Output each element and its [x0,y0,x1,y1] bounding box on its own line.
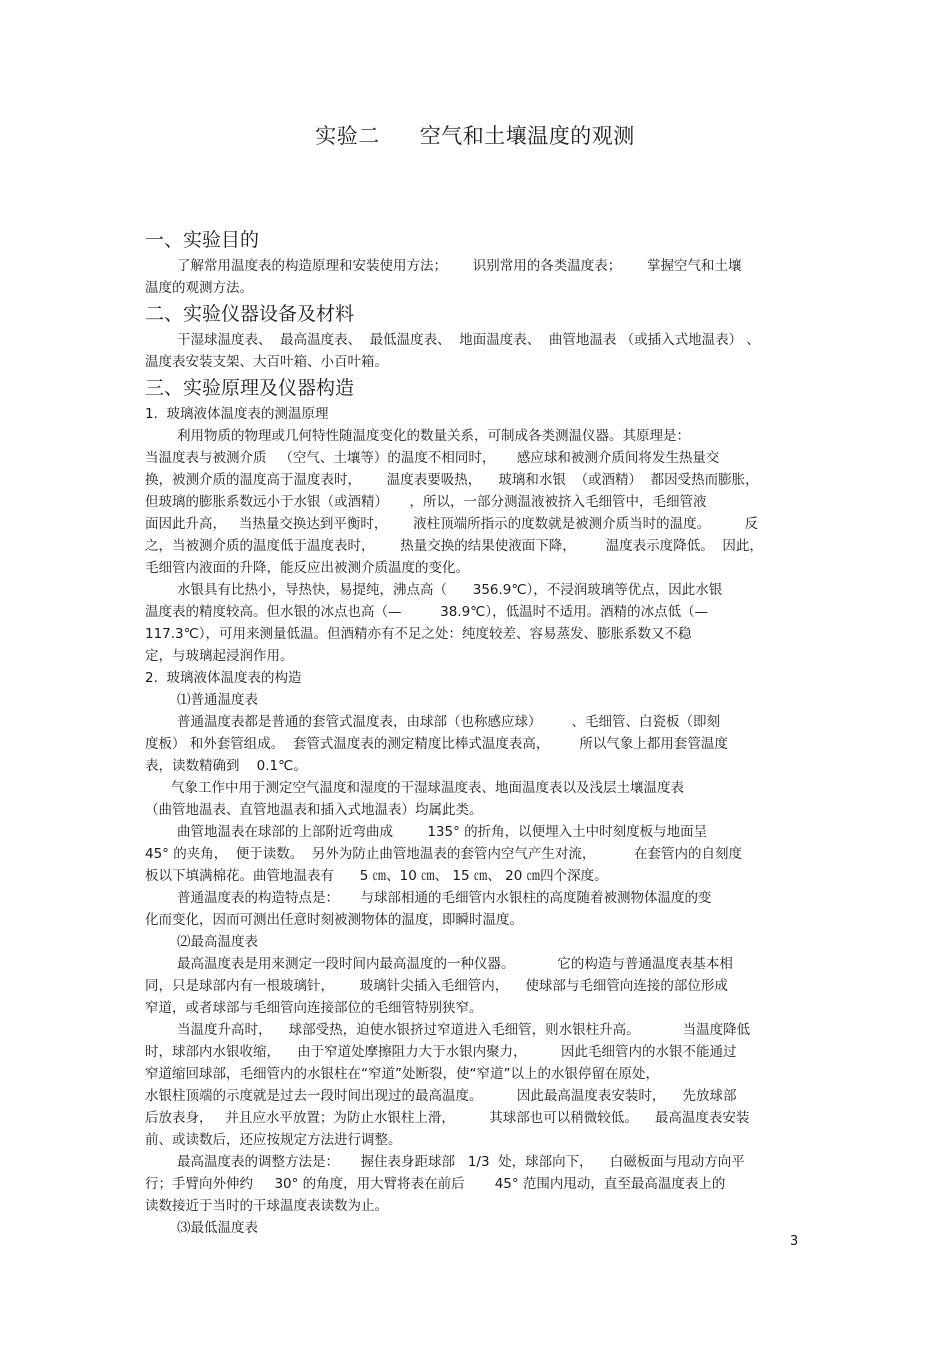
item-heading: ⑴普通温度表 [177,692,258,708]
paragraph-line: 45° 的夹角， 便于读数。 另外为防止曲管地温表的套管内空气产生对流， 在套管内的自刻度 [145,846,743,862]
paragraph-line: 了解常用温度表的构造原理和安装使用方法； 识别常用的各类温度表； 掌握空气和土壤 [177,258,742,274]
paragraph-line: 时，球部内水银收缩， 由于窄道处摩擦阻力大于水银内聚力， 因此毛细管内的水银不能通过 [145,1044,737,1060]
item-heading: ⑶最低温度表 [177,1220,258,1236]
paragraph-line: 后放表身， 并且应水平放置；为防止水银柱上滑， 其球部也可以稍微较低。 最高温度表安装 [145,1110,750,1126]
paragraph-line: 毛细管内液面的升降，能反应出被测介质温度的变化。 [145,560,469,576]
paragraph-line: 读数接近于当时的干球温度表读数为止。 [145,1198,388,1214]
paragraph-line: 利用物质的物理或几何特性随温度变化的数量关系，可制成各类测温仪器。其原理是： [177,428,690,444]
paragraph-line: 温度表的精度较高。但水银的冰点也高（— 38.9℃），低温时不适用。酒精的冰点低（— [145,604,709,620]
paragraph-line: 前、或读数后，还应按规定方法进行调整。 [145,1132,402,1148]
paragraph-line: 化而变化，因而可测出任意时刻被测物体的温度，即瞬时温度。 [145,912,523,928]
paragraph-line: 最高温度表是用来测定一段时间内最高温度的一种仪器。 它的构造与普通温度表基本相 [177,956,733,972]
section-heading-principle: 三、实验原理及仪器构造 [145,377,355,399]
paragraph-line: 普通温度表的构造特点是： 与球部相通的毛细管内水银柱的高度随着被测物体温度的变 [177,890,712,906]
paragraph-line: 水银柱顶端的示度就是过去一段时间出现过的最高温度。 因此最高温度表安装时， 先放球部 [145,1088,737,1104]
paragraph-line: 行；手臂向外伸约 30° 的角度，用大臂将表在前后 45° 范围内甩动，直至最高温度表上的 [145,1176,726,1192]
paragraph-line: 曲管地温表在球部的上部附近弯曲成 135° 的折角，以便埋入土中时刻度板与地面呈 [177,824,708,840]
paragraph-line: 最高温度表的调整方法是： 握住表身距球部 1/3 处，球部向下， 白磁板面与甩动方向平 [177,1154,745,1170]
paragraph-line: 换，被测介质的温度高于温度表时， 温度表要吸热， 玻璃和水银 （或酒精） 都因受热而膨胀， [145,472,759,488]
paragraph-line: 窄道，或者球部与毛细管向连接部位的毛细管特别狭窄。 [145,1000,483,1016]
paragraph-line: 117.3℃），可用来测量低温。但酒精亦有不足之处：纯度较差、容易蒸发、膨胀系数又不稳 [145,626,692,642]
subsection-heading: 1. 玻璃液体温度表的测温原理 [145,406,329,422]
title-topic: 空气和土壤温度的观测 [419,124,635,148]
paragraph-line: 气象工作中用于测定空气温度和湿度的干湿球温度表、地面温度表以及浅层土壤温度表 [171,780,684,796]
document-body [145,225,807,1239]
paragraph-line: 普通温度表都是普通的套管式温度表，由球部（也称感应球） 、毛细管、白瓷板（即刻 [177,714,721,730]
section-heading-equipment: 二、实验仪器设备及材料 [145,303,355,325]
paragraph-line: 表，读数精确到 0.1℃。 [145,758,307,774]
paragraph-line: 但玻璃的膨胀系数远小于水银（或酒精） ，所以，一部分测温液被挤入毛细管中，毛细管液 [145,494,707,510]
paragraph-line: 干湿球温度表、 最高温度表、 最低温度表、 地面温度表、 曲管地温表 （或插入式地温表） 、 [177,332,760,348]
item-heading: ⑵最高温度表 [177,934,258,950]
subsection-heading: 2. 玻璃液体温度表的构造 [145,670,302,686]
paragraph-line: 温度表安装支架、大百叶箱、小百叶箱。 [145,354,388,370]
paragraph-line: 定，与玻璃起浸润作用。 [145,648,294,664]
paragraph-line: 面因此升高， 当热量交换达到平衡时， 液柱顶端所指示的度数就是被测介质当时的温度。 反 [145,516,758,532]
section-heading-purpose: 一、实验目的 [145,229,260,251]
paragraph-line: 之，当被测介质的温度低于温度表时， 热量交换的结果使液面下降， 温度表示度降低。 因此， [145,538,763,554]
paragraph-line: 当温度表与被测介质 （空气、土壤等）的温度不相同时， 感应球和被测介质间将发生热量交 [145,450,720,466]
paragraph-line: 板以下填满棉花。曲管地温表有 5 ㎝、10 ㎝、 15 ㎝、 20 ㎝四个深度。 [145,868,608,884]
paragraph-line: 同，只是球部内有一根玻璃针， 玻璃针尖插入毛细管内， 使球部与毛细管向连接的部位形成 [145,978,728,994]
paragraph-line: （曲管地温表、直管地温表和插入式地温表）均属此类。 [145,802,483,818]
paragraph-line: 当温度升高时， 球部受热，迫使水银挤过窄道进入毛细管，则水银柱升高。 当温度降低 [177,1022,751,1038]
paragraph-line: 水银具有比热小，导热快，易提纯，沸点高（ 356.9℃），不浸润玻璃等优点，因此水银 [177,582,723,598]
page-number: 3 [790,1234,799,1249]
paragraph-line: 温度的观测方法。 [145,280,253,296]
paragraph-line: 度板） 和外套管组成。 套管式温度表的测定精度比棒式温度表高， 所以气象上都用套管温度 [145,736,728,752]
paragraph-line: 窄道缩回球部，毛细管内的水银柱在“窄道”处断裂，使“窄道”以上的水银停留在原处， [145,1066,659,1082]
title-experiment-number: 实验二 [315,124,380,148]
page-title [0,120,950,150]
